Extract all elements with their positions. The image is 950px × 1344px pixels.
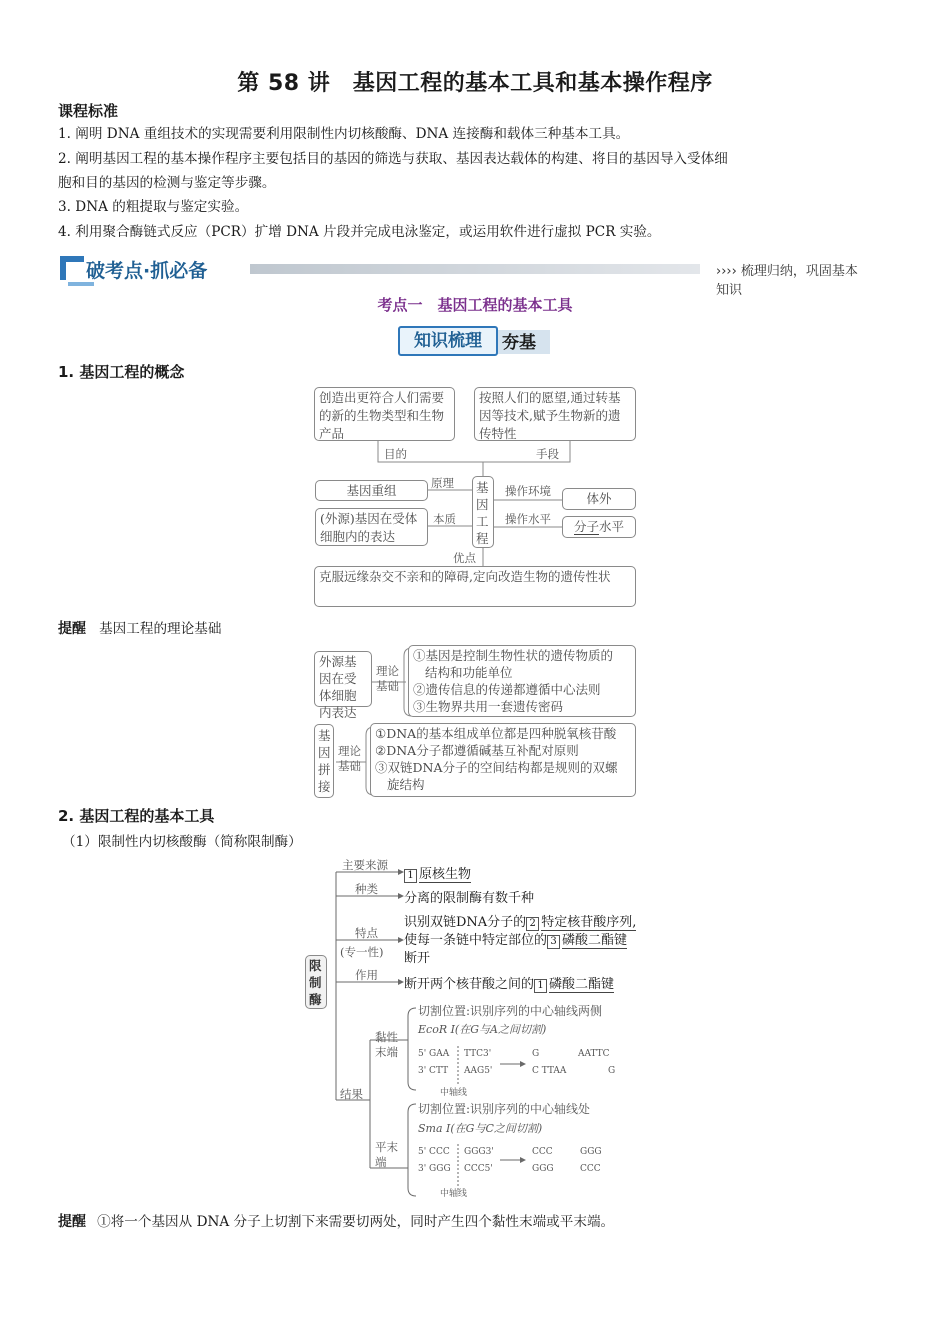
result-label: 结果 [340, 1087, 363, 1101]
feature-label-2: (专一性) [340, 945, 384, 959]
theory-right1-line4: ③生物界共用一套遗传密码 [413, 699, 564, 714]
tip1-label: 提醒 [58, 621, 86, 637]
feature-line-3: 断开 [404, 951, 431, 966]
principle-box: 基因重组 [315, 480, 428, 501]
sticky-seq4: AAG5' [464, 1066, 493, 1076]
env-label: 操作环境 [505, 484, 551, 498]
advantage-label: 优点 [453, 551, 476, 565]
theory-right1-line1: ①基因是控制生物性状的遗传物质的 [413, 648, 614, 663]
standard-item-4: 4. 利用聚合酶链式反应（PCR）扩增 DNA 片段并完成电泳鉴定，或运用软件进行虚拟 PCR 实验。 [58, 224, 661, 240]
env-box: 体外 [562, 488, 636, 510]
essence-box: (外源)基因在受体细胞内的表达 [315, 508, 428, 546]
blunt-l2: Sma Ⅰ(在G与C之间切割) [418, 1122, 543, 1135]
source-num: 1 [404, 869, 417, 883]
center-box: 基因工程 [472, 476, 494, 548]
badge-right: 夯基 [502, 333, 536, 353]
feature-line-2 [404, 932, 636, 950]
banner-subtitle: ›››› 梳理归纳，巩固基本知识 [716, 264, 858, 298]
goal-label: 目的 [384, 447, 407, 461]
theory-right2-line2: ②DNA分子都遵循碱基互补配对原则 [375, 743, 579, 758]
source-label: 主要来源 [342, 858, 388, 872]
banner-title: 破考点·抓必备 [86, 260, 208, 282]
feature-line-1b: 特定核苷酸序列, [541, 915, 637, 930]
level-box-rest: 水平 [599, 519, 625, 534]
page-title: 第 58 讲 基因工程的基本工具和基本操作程序 [237, 71, 713, 96]
means-label: 手段 [536, 447, 559, 461]
theory-mid1: 理论基础 [376, 664, 399, 693]
sticky-l1: 切割位置:识别序列的中心轴线两侧 [418, 1004, 603, 1018]
topic-heading: 考点一 基因工程的基本工具 [377, 296, 573, 314]
standard-item-1: 1. 阐明 DNA 重组技术的实现需要利用限制性内切核酸酶、DNA 连接酶和载体三种基本工具。 [58, 126, 630, 142]
sticky-p1: G [532, 1049, 540, 1059]
level-label: 操作水平 [505, 512, 551, 526]
theory-right2-line1: ①DNA的基本组成单位都是四种脱氧核苷酸 [375, 726, 617, 741]
source-text [404, 863, 471, 883]
feature-text [404, 914, 636, 968]
standard-item-2: 2. 阐明基因工程的基本操作程序主要包括目的基因的筛选与获取、基因表达载体的构建、将目的基因导入受体细 [58, 151, 728, 167]
tip1-text: 基因工程的理论基础 [99, 621, 222, 637]
sticky-seq1: 5' GAA [418, 1049, 450, 1059]
function-text-b: 磷酸二酯键 [549, 977, 615, 992]
sticky-p3: AATTC [578, 1049, 610, 1059]
theory-left2: 基因拼接 [314, 724, 334, 798]
blunt-p4: CCC [580, 1164, 601, 1174]
function-text [404, 973, 614, 993]
function-num: 1 [534, 979, 547, 993]
theory-right2-line3: ③双链DNA分子的空间结构都是规则的双螺 [375, 760, 618, 775]
section1-heading: 1. 基因工程的概念 [58, 363, 185, 381]
sticky-label: 黏性末端 [375, 1030, 398, 1059]
feature-line-1a: 识别双链DNA分子的 [404, 915, 527, 930]
blunt-seq1: 5' CCC [418, 1147, 450, 1157]
feature-label: 特点 [355, 926, 378, 940]
feature-line-2a: 使每一条链中特定部位的 [404, 933, 548, 948]
principle-label: 原理 [431, 476, 454, 490]
standard-item-3: 3. DNA 的粗提取与鉴定实验。 [58, 199, 249, 215]
blunt-l1: 切割位置:识别序列的中心轴线处 [418, 1102, 591, 1116]
blunt-label: 平末端 [375, 1140, 398, 1169]
level-box-underlined: 分子 [573, 519, 599, 534]
enzyme-root: 限制酶 [305, 955, 327, 1009]
function-label: 作用 [355, 968, 378, 982]
advantage-box: 克服远缘杂交不亲和的障碍,定向改造生物的遗传性状 [314, 566, 636, 607]
sticky-seq3: TTC3' [464, 1049, 492, 1059]
blunt-seq2: 3' GGG [418, 1164, 451, 1174]
blunt-p3: GGG [580, 1147, 602, 1157]
blunt-p1: CCC [532, 1147, 553, 1157]
standard-item-2-cont: 胞和目的基因的检测与鉴定等步骤。 [58, 175, 276, 191]
badge-left: 知识梳理 [398, 326, 498, 356]
blunt-seq3: GGG3' [464, 1147, 494, 1157]
source-value: 原核生物 [419, 867, 472, 882]
feature-num-1: 2 [526, 917, 539, 931]
blunt-seq4: CCC5' [464, 1164, 493, 1174]
tip2-text: ①将一个基因从 DNA 分子上切割下来需要切两处，同时产生四个黏性末端或平末端。 [97, 1214, 615, 1230]
sticky-seq2: 3' CTT [418, 1066, 449, 1076]
blunt-axis: 中轴线 [440, 1189, 468, 1199]
sticky-p2: C TTAA [532, 1066, 567, 1076]
theory-right2-line4: 旋结构 [387, 777, 425, 792]
theory-left1: 外源基因在受体细胞内表达 [314, 651, 372, 707]
standard-heading: 课程标准 [58, 102, 119, 120]
function-text-a: 断开两个核苷酸之间的 [404, 977, 535, 992]
essence-label: 本质 [433, 512, 456, 526]
theory-mid2: 理论基础 [338, 744, 361, 773]
feature-line-1 [404, 914, 636, 932]
kind-text: 分离的限制酶有数千种 [404, 891, 535, 906]
sticky-p4: G [608, 1066, 616, 1076]
section2-heading: 2. 基因工程的基本工具 [58, 807, 215, 825]
theory-right1-line2: 结构和功能单位 [425, 665, 513, 680]
tip2-label: 提醒 [58, 1214, 86, 1230]
sticky-axis: 中轴线 [440, 1088, 468, 1098]
section2-sub1: （1）限制性内切核酸酶（简称限制酶） [62, 834, 302, 850]
tip2 [58, 1210, 614, 1231]
goal-box: 创造出更符合人们需要的新的生物类型和生物产品 [314, 387, 455, 441]
kind-label: 种类 [355, 882, 378, 896]
feature-num-2: 3 [547, 935, 560, 949]
blunt-p2: GGG [532, 1164, 554, 1174]
sticky-l2: EcoR Ⅰ(在G与A之间切割) [418, 1023, 547, 1036]
means-box: 按照人们的愿望,通过转基因等技术,赋予生物新的遗传特性 [474, 387, 636, 441]
feature-line-2b: 磷酸二酯键 [562, 933, 628, 948]
theory-right1-line3: ②遗传信息的传递都遵循中心法则 [413, 682, 601, 697]
